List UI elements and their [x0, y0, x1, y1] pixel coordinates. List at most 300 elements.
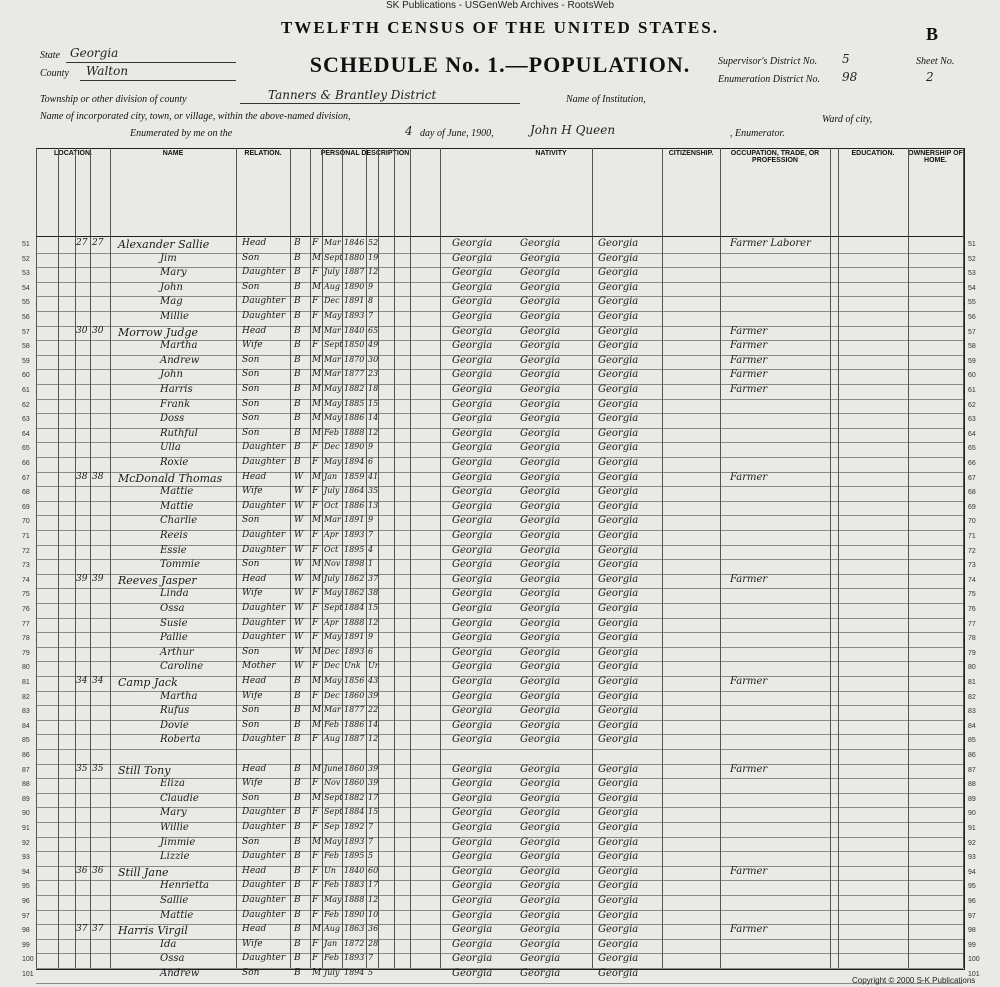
birth-year: 1886 — [344, 413, 365, 423]
sex: M — [312, 676, 322, 686]
birth-month: Sept — [324, 792, 343, 802]
color: B — [294, 705, 301, 716]
relation: Daughter — [242, 822, 286, 832]
ward-label: Ward of city, — [822, 114, 873, 125]
sex: F — [312, 895, 319, 905]
row-number: 82 — [968, 693, 976, 701]
row-number: 72 — [22, 547, 30, 555]
row-number: 70 — [22, 518, 30, 526]
birthplace-father: Georgia — [520, 953, 561, 965]
birthplace-person: Georgia — [452, 603, 493, 614]
birthplace-mother: Georgia — [598, 588, 639, 600]
row-number: 78 — [968, 635, 976, 643]
row-number: 90 — [968, 810, 976, 818]
birth-month: July — [324, 267, 340, 277]
birthplace-father: Georgia — [520, 486, 561, 498]
row-number: 62 — [22, 401, 30, 409]
birthplace-father: Georgia — [520, 296, 561, 308]
relation: Daughter — [242, 311, 286, 321]
birthplace-mother: Georgia — [598, 544, 639, 556]
row-number: 94 — [968, 868, 976, 876]
birth-month: Feb — [324, 909, 339, 919]
person-name: Mattie — [160, 500, 194, 512]
row-number: 96 — [22, 898, 30, 905]
birth-year: 1862 — [344, 573, 365, 583]
relation: Son — [242, 384, 260, 394]
birthplace-father: Georgia — [520, 865, 561, 877]
relation: Wife — [242, 486, 263, 497]
row-number: 74 — [968, 576, 976, 584]
age: 17 — [368, 880, 379, 890]
birth-month: Mar — [324, 238, 341, 247]
person-name: Essie — [160, 544, 187, 556]
sex: M — [312, 369, 322, 380]
birthplace-person: Georgia — [452, 384, 493, 395]
sex: F — [312, 807, 319, 818]
birth-year: 1885 — [344, 398, 365, 408]
row-number: 85 — [968, 737, 976, 745]
color: W — [294, 515, 304, 526]
color: B — [294, 296, 301, 307]
sex: F — [312, 500, 319, 511]
row-number: 74 — [22, 576, 30, 584]
row-number: 99 — [22, 941, 30, 949]
relation: Head — [242, 924, 267, 935]
sex: M — [312, 763, 322, 774]
birthplace-father: Georgia — [520, 530, 561, 541]
sex: F — [312, 530, 319, 540]
row-number: 97 — [968, 912, 976, 920]
sex: M — [312, 354, 322, 365]
birthplace-mother: Georgia — [598, 442, 639, 454]
birthplace-mother: Georgia — [598, 354, 639, 366]
birthplace-father: Georgia — [520, 924, 561, 936]
birth-month: Dec — [324, 690, 340, 700]
sex: F — [312, 632, 319, 643]
age: 7 — [368, 822, 374, 831]
birthplace-mother: Georgia — [598, 661, 639, 673]
birth-month: May — [324, 398, 342, 408]
birth-year: 1890 — [344, 909, 365, 919]
birthplace-father: Georgia — [520, 822, 561, 833]
birth-year: 1893 — [344, 953, 365, 963]
birth-year: 1884 — [344, 807, 365, 817]
birthplace-mother: Georgia — [598, 238, 639, 249]
row-number: 67 — [968, 474, 976, 482]
birth-month: Aug — [324, 924, 341, 934]
relation: Daughter — [242, 442, 286, 453]
age: 12 — [368, 267, 379, 277]
sex: M — [312, 413, 322, 424]
birth-month: May — [324, 457, 342, 466]
sex: F — [312, 778, 319, 789]
person-name: Millie — [160, 311, 189, 322]
row-number: 54 — [968, 284, 976, 292]
person-name: Lizzie — [160, 851, 190, 863]
row-number: 92 — [968, 839, 976, 847]
age: 13 — [368, 500, 379, 510]
birthplace-father: Georgia — [520, 457, 561, 468]
birthplace-mother: Georgia — [598, 676, 639, 687]
column-header: RELATION. — [244, 150, 282, 157]
birthplace-mother: Georgia — [598, 500, 639, 512]
birthplace-person: Georgia — [452, 267, 493, 279]
birth-year: 1891 — [344, 296, 365, 306]
supervisor-label: Supervisor's District No. — [718, 56, 818, 67]
age: 22 — [368, 705, 379, 715]
birth-year: 1891 — [344, 515, 365, 525]
birthplace-person: Georgia — [452, 311, 493, 322]
birth-month: Mar — [324, 705, 341, 715]
birth-month: Feb — [324, 851, 339, 861]
occupation: Farmer — [730, 369, 768, 381]
birth-month: Dec — [324, 661, 340, 671]
relation: Daughter — [242, 909, 286, 920]
birthplace-father: Georgia — [520, 573, 561, 585]
family-number: 34 — [92, 676, 104, 686]
birth-month: Sept — [324, 252, 343, 262]
age: 9 — [368, 632, 374, 642]
birthplace-person: Georgia — [452, 690, 493, 702]
relation: Son — [242, 398, 260, 409]
row-number: 90 — [22, 810, 30, 818]
row-number: 101 — [968, 971, 980, 978]
birth-month: June — [324, 763, 343, 773]
sheet-value: 2 — [926, 70, 934, 84]
birthplace-person: Georgia — [452, 354, 493, 366]
column-header: CITIZENSHIP. — [668, 150, 714, 157]
birthplace-mother: Georgia — [598, 836, 639, 848]
person-name: Ulla — [160, 442, 181, 454]
birth-month: May — [324, 895, 342, 904]
birthplace-person: Georgia — [452, 325, 493, 337]
birthplace-mother: Georgia — [598, 603, 639, 614]
birthplace-mother: Georgia — [598, 471, 639, 483]
birth-year: 1890 — [344, 281, 365, 291]
birthplace-mother: Georgia — [598, 311, 639, 322]
birthplace-father: Georgia — [520, 267, 561, 279]
row-number: 52 — [22, 255, 30, 263]
color: W — [294, 603, 304, 613]
row-number: 95 — [22, 883, 30, 891]
row-number: 93 — [968, 854, 976, 862]
birthplace-father: Georgia — [520, 851, 561, 863]
row-number: 101 — [22, 971, 34, 978]
birth-year: 1880 — [344, 252, 365, 262]
birthplace-person: Georgia — [452, 763, 493, 775]
birth-month: Feb — [324, 427, 339, 437]
birth-month: Sept — [324, 340, 343, 350]
age: 17 — [368, 792, 379, 802]
person-name: Alexander Sallie — [118, 238, 210, 251]
row-number: 76 — [968, 606, 976, 613]
birthplace-person: Georgia — [452, 836, 493, 848]
family-number: 38 — [92, 471, 104, 482]
birth-year: 1888 — [344, 617, 365, 627]
color: B — [294, 281, 301, 292]
column-header: PERSONAL DESCRIPTION — [320, 150, 410, 157]
color: W — [294, 559, 304, 570]
birthplace-mother: Georgia — [598, 865, 639, 877]
birth-month: Sept — [324, 603, 343, 612]
relation: Son — [242, 559, 260, 570]
age: 7 — [368, 311, 374, 320]
row-number: 75 — [968, 591, 976, 599]
family-number: 39 — [92, 573, 104, 584]
relation: Son — [242, 968, 260, 978]
sex: F — [312, 938, 319, 949]
color: B — [294, 953, 301, 964]
birth-year: 1892 — [344, 822, 365, 831]
color: B — [294, 267, 301, 278]
birth-year: 1846 — [344, 238, 365, 247]
birthplace-person: Georgia — [452, 369, 493, 381]
sex: F — [312, 238, 319, 248]
row-number: 82 — [22, 693, 30, 701]
color: B — [294, 807, 301, 818]
birth-year: 1860 — [344, 778, 365, 788]
color: B — [294, 968, 301, 978]
color: W — [294, 544, 304, 555]
birthplace-person: Georgia — [452, 865, 493, 877]
age: 38 — [368, 588, 379, 598]
age: 9 — [368, 281, 374, 291]
occupation: Farmer — [730, 763, 768, 775]
birthplace-father: Georgia — [520, 252, 561, 264]
sex: M — [312, 573, 322, 584]
age: Un — [368, 661, 380, 671]
color: B — [294, 909, 301, 920]
birthplace-person: Georgia — [452, 807, 493, 819]
color: B — [294, 325, 301, 336]
birthplace-mother: Georgia — [598, 296, 639, 308]
age: 39 — [368, 763, 379, 773]
relation: Son — [242, 427, 260, 438]
person-name: Ida — [160, 938, 177, 950]
sex: M — [312, 384, 322, 394]
institution-label: Name of Institution, — [566, 94, 646, 105]
row-number: 63 — [968, 416, 976, 424]
row-number: 69 — [22, 503, 30, 511]
occupation: Farmer — [730, 325, 768, 337]
row-number: 63 — [22, 416, 30, 424]
birth-month: May — [324, 384, 342, 393]
birthplace-father: Georgia — [520, 836, 561, 848]
birth-year: 1888 — [344, 895, 365, 904]
sex: M — [312, 471, 322, 482]
age: 49 — [368, 340, 379, 350]
birthplace-person: Georgia — [452, 442, 493, 454]
column-header: NAME — [162, 150, 184, 157]
column-header: LOCATION. — [54, 150, 92, 157]
person-name: Harris — [160, 384, 193, 395]
birthplace-father: Georgia — [520, 471, 561, 483]
occupation: Farmer — [730, 924, 768, 936]
row-number: 71 — [22, 533, 30, 540]
age: 14 — [368, 413, 379, 423]
color: W — [294, 632, 304, 643]
color: B — [294, 778, 301, 789]
birthplace-person: Georgia — [452, 851, 493, 863]
birth-month: July — [324, 486, 340, 496]
row-number: 62 — [968, 401, 976, 409]
person-name: Henrietta — [160, 880, 209, 892]
city-label: Name of incorporated city, town, or village, within the above-named division, — [40, 111, 351, 122]
birth-month: Oct — [324, 544, 339, 554]
row-number: 65 — [22, 445, 30, 453]
birthplace-person: Georgia — [452, 734, 493, 746]
birthplace-person: Georgia — [452, 238, 493, 249]
color: B — [294, 384, 301, 394]
birthplace-mother: Georgia — [598, 515, 639, 527]
sex: F — [312, 544, 319, 555]
row-number: 58 — [968, 343, 976, 351]
birth-month: Sep — [324, 822, 340, 831]
relation: Son — [242, 792, 260, 803]
birthplace-person: Georgia — [452, 924, 493, 936]
enumerated-date: day of June, 1900, — [420, 128, 494, 139]
relation: Daughter — [242, 530, 286, 540]
row-number: 95 — [968, 883, 976, 891]
enumeration-district-label: Enumeration District No. — [718, 74, 820, 85]
archive-banner: SK Publications - USGenWeb Archives - RootsWeb — [385, 0, 615, 11]
birthplace-person: Georgia — [452, 778, 493, 790]
birthplace-person: Georgia — [452, 486, 493, 498]
relation: Wife — [242, 778, 263, 789]
township-label: Township or other division of county — [40, 94, 187, 105]
sex: M — [312, 325, 322, 336]
birthplace-person: Georgia — [452, 792, 493, 804]
relation: Head — [242, 238, 267, 248]
row-number: 68 — [968, 489, 976, 497]
age: 12 — [368, 895, 379, 904]
birthplace-mother: Georgia — [598, 252, 639, 264]
color: B — [294, 311, 301, 321]
sex: F — [312, 880, 319, 891]
column-header: OCCUPATION, TRADE, OR PROFESSION — [730, 150, 820, 164]
relation: Son — [242, 413, 260, 424]
person-name: Martha — [160, 340, 198, 352]
birthplace-father: Georgia — [520, 719, 561, 731]
birth-month: May — [324, 311, 342, 320]
row-number: 66 — [968, 460, 976, 467]
row-number: 89 — [22, 795, 30, 803]
birth-month: May — [324, 836, 342, 846]
row-number: 77 — [968, 620, 976, 628]
color: W — [294, 588, 304, 599]
birth-month: Aug — [324, 734, 341, 744]
sex: M — [312, 398, 322, 409]
birth-year: 1840 — [344, 865, 365, 875]
relation: Son — [242, 252, 260, 263]
row-number: 57 — [968, 328, 976, 336]
township-value: Tanners & Brantley District — [268, 88, 437, 102]
row-number: 57 — [22, 328, 30, 336]
age: 37 — [368, 573, 379, 583]
color: B — [294, 676, 301, 686]
occupation: Farmer — [730, 471, 768, 483]
occupation: Farmer — [730, 340, 768, 352]
person-name: Pallie — [160, 632, 188, 644]
age: 43 — [368, 676, 379, 685]
occupation: Farmer — [730, 865, 768, 877]
row-number: 99 — [968, 941, 976, 949]
row-number: 72 — [968, 547, 976, 555]
person-name: Mary — [160, 267, 187, 279]
color: B — [294, 354, 301, 365]
age: 12 — [368, 617, 379, 627]
age: 39 — [368, 690, 379, 700]
color: W — [294, 471, 304, 482]
birthplace-father: Georgia — [520, 938, 561, 950]
birthplace-person: Georgia — [452, 252, 493, 264]
person-name: Charlie — [160, 515, 198, 527]
birth-year: 1850 — [344, 340, 365, 350]
relation: Wife — [242, 690, 263, 701]
birthplace-person: Georgia — [452, 617, 493, 629]
birthplace-mother: Georgia — [598, 880, 639, 892]
person-name: Camp Jack — [118, 676, 178, 689]
person-name: Mattie — [160, 909, 194, 921]
birth-year: 1883 — [344, 880, 365, 890]
birth-month: Nov — [324, 559, 341, 569]
birth-year: 1860 — [344, 763, 365, 773]
birthplace-mother: Georgia — [598, 851, 639, 863]
color: B — [294, 690, 301, 701]
person-name: Rufus — [160, 705, 190, 717]
row-number: 66 — [22, 460, 30, 467]
birthplace-mother: Georgia — [598, 909, 639, 921]
birthplace-person: Georgia — [452, 705, 493, 717]
birthplace-father: Georgia — [520, 384, 561, 395]
color: B — [294, 822, 301, 832]
person-name: Susie — [160, 617, 188, 629]
person-name: Willie — [160, 822, 189, 833]
birthplace-father: Georgia — [520, 398, 561, 410]
age: 14 — [368, 719, 379, 729]
sex: F — [312, 486, 319, 497]
row-number: 55 — [968, 299, 976, 307]
birth-year: 1890 — [344, 442, 365, 452]
birth-year: 1893 — [344, 836, 365, 846]
relation: Head — [242, 573, 267, 584]
age: 6 — [368, 457, 374, 466]
relation: Daughter — [242, 734, 286, 745]
color: B — [294, 340, 301, 351]
age: 9 — [368, 442, 374, 452]
birth-year: 1891 — [344, 632, 365, 642]
birthplace-father: Georgia — [520, 792, 561, 804]
birthplace-mother: Georgia — [598, 705, 639, 717]
row-number: 51 — [968, 241, 976, 248]
person-name: Mattie — [160, 486, 194, 498]
row-number: 77 — [22, 620, 30, 628]
birthplace-mother: Georgia — [598, 384, 639, 395]
birth-month: Feb — [324, 953, 339, 963]
age: 28 — [368, 938, 379, 948]
dwelling-number: 36 — [76, 865, 88, 876]
person-name: Linda — [160, 588, 189, 600]
sex: M — [312, 427, 322, 438]
dwelling-number: 39 — [76, 573, 88, 584]
birthplace-person: Georgia — [452, 676, 493, 687]
birthplace-father: Georgia — [520, 588, 561, 600]
occupation: Farmer — [730, 573, 768, 585]
enumeration-district-value: 98 — [842, 70, 858, 84]
row-number: 64 — [22, 430, 30, 438]
birthplace-person: Georgia — [452, 398, 493, 410]
birth-month: Feb — [324, 719, 339, 729]
